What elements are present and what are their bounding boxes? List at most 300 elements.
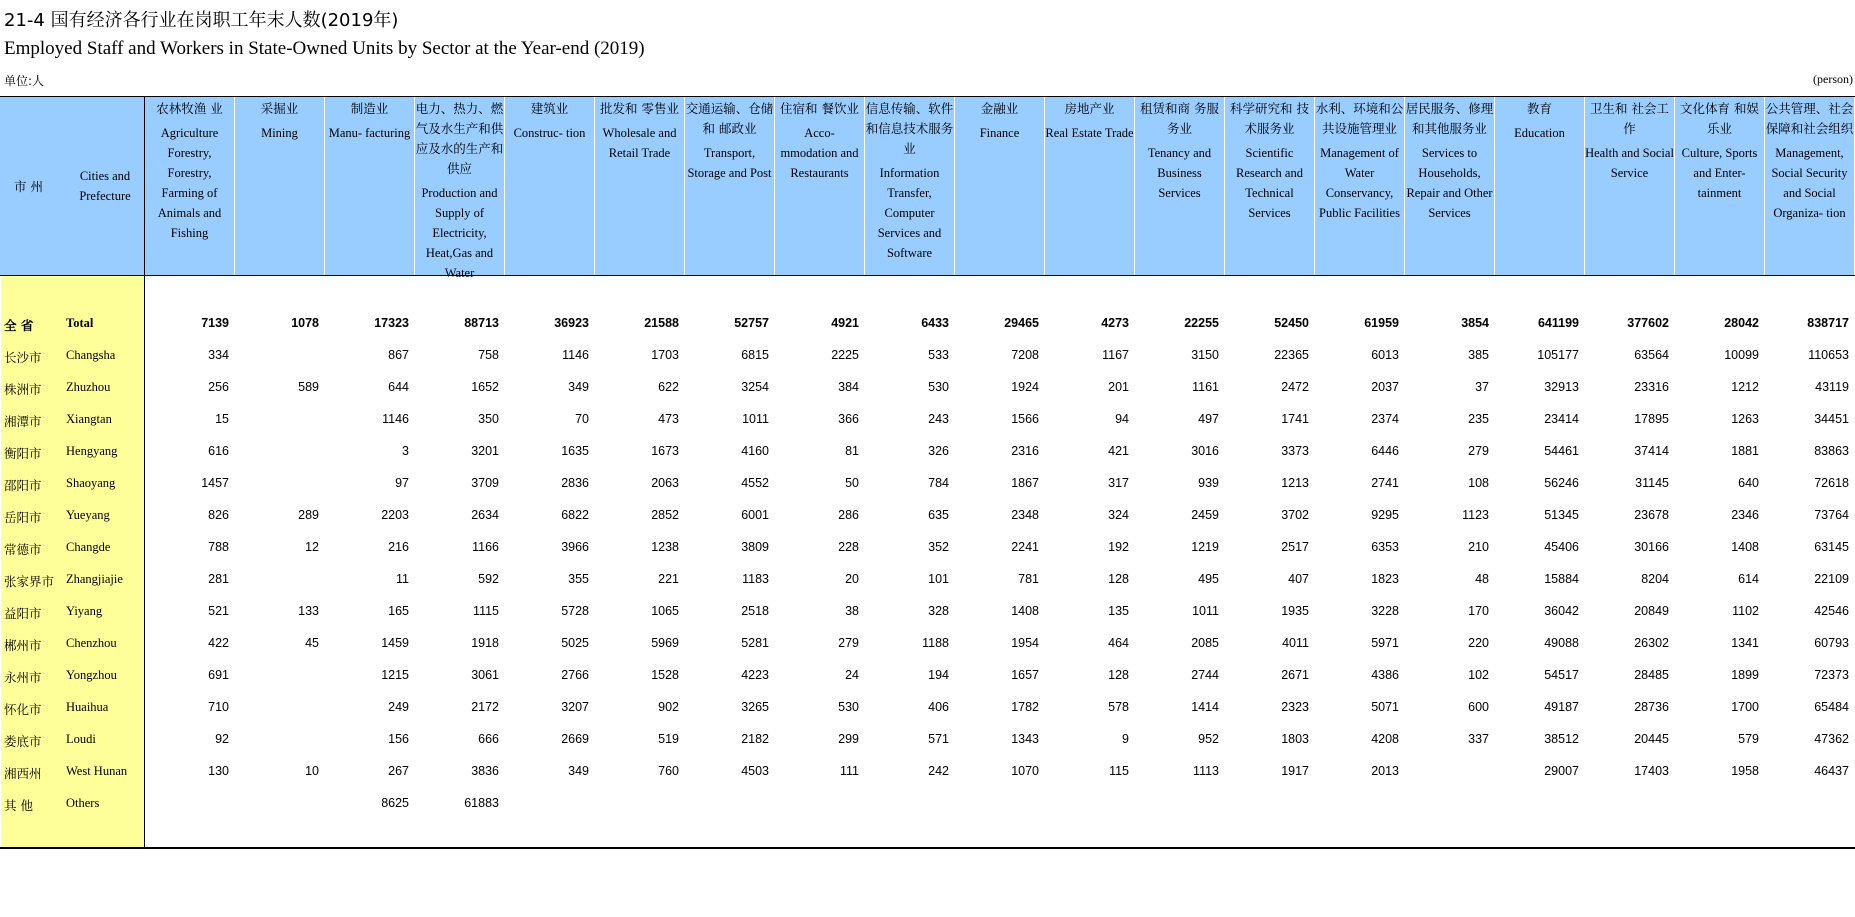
table-cell: 2225	[831, 348, 859, 362]
table-cell: 6815	[741, 348, 769, 362]
column-header	[1405, 97, 1495, 275]
table-cell: 10099	[1724, 348, 1759, 362]
column-header-english: Transport, Storage and Post	[687, 146, 772, 180]
table-cell: 600	[1468, 700, 1489, 714]
column-header-chinese: 公共管理、社会保障和社会组织	[1765, 101, 1854, 136]
table-cell: 108	[1468, 476, 1489, 490]
table-cell: 220	[1468, 636, 1489, 650]
table-cell: 56246	[1544, 476, 1579, 490]
table-cell: 3709	[471, 476, 499, 490]
table-cell: 1782	[1011, 700, 1039, 714]
table-cell: 2203	[381, 508, 409, 522]
table-cell: 1065	[651, 604, 679, 618]
row-label-english: West Hunan	[66, 764, 128, 778]
column-header-chinese: 水利、环境和公共设施管理业	[1315, 101, 1404, 136]
table-cell: 2517	[1281, 540, 1309, 554]
table-cell: 42546	[1814, 604, 1849, 618]
table-cell: 36923	[554, 316, 589, 330]
row-label-english: Hengyang	[66, 444, 118, 458]
table-cell: 279	[1468, 444, 1489, 458]
table-cell: 1459	[381, 636, 409, 650]
table-cell: 2518	[741, 604, 769, 618]
table-cell: 63145	[1814, 540, 1849, 554]
row-label-chinese: 衡阳市	[4, 446, 42, 461]
table-cell: 299	[838, 732, 859, 746]
column-header	[775, 97, 865, 275]
table-cell: 28042	[1724, 316, 1759, 330]
table-cell: 115	[1109, 764, 1129, 778]
column-header	[865, 97, 955, 275]
row-label-english: Changsha	[66, 348, 116, 362]
table-cell: 38512	[1544, 732, 1579, 746]
table-row	[0, 372, 1855, 404]
table-cell: 52450	[1274, 316, 1309, 330]
table-cell: 1011	[1192, 604, 1219, 618]
row-label-english: Yiyang	[66, 604, 103, 618]
table-cell: 242	[928, 764, 949, 778]
column-header-english: Management, Social Security and Social Organiza- tion	[1771, 146, 1848, 220]
table-cell: 1924	[1011, 380, 1039, 394]
table-cell: 110653	[1808, 348, 1849, 362]
table-cell: 20	[845, 572, 859, 586]
table-cell: 243	[928, 412, 949, 426]
row-label-english: Shaoyang	[66, 476, 116, 490]
table-cell: 377602	[1627, 316, 1669, 330]
table-cell: 1146	[382, 412, 409, 426]
table-cell: 3228	[1371, 604, 1399, 618]
table-cell: 249	[388, 700, 409, 714]
table-row	[0, 692, 1855, 724]
table-cell: 4503	[741, 764, 769, 778]
column-header-english: Management of Water Conservancy, Public Facilities	[1319, 146, 1400, 220]
table-cell: 1263	[1731, 412, 1759, 426]
table-cell: 192	[1108, 540, 1129, 554]
column-header-english: Acco- mmodation and Restaurants	[780, 126, 859, 180]
table-cell: 1700	[1731, 700, 1759, 714]
table-cell: 26302	[1634, 636, 1669, 650]
table-cell: 1652	[471, 380, 499, 394]
table-cell: 3966	[561, 540, 589, 554]
table-cell: 49088	[1544, 636, 1579, 650]
table-cell: 9295	[1371, 508, 1399, 522]
table-cell: 1213	[1281, 476, 1309, 490]
table-cell: 578	[1108, 700, 1129, 714]
table-cell: 1146	[562, 348, 589, 362]
table-cell: 4273	[1101, 316, 1129, 330]
table-cell: 135	[1108, 604, 1129, 618]
table-cell: 406	[928, 700, 949, 714]
row-label-chinese: 郴州市	[4, 638, 42, 653]
column-header-chinese: 居民服务、修理和其他服务业	[1405, 101, 1494, 136]
column-header	[1675, 97, 1765, 275]
column-header-chinese: 文化体育 和娱乐业	[1680, 101, 1759, 136]
table-row	[0, 660, 1855, 692]
table-cell: 72373	[1814, 668, 1849, 682]
row-label-english: Changde	[66, 540, 111, 554]
row-label-chinese: 株洲市	[4, 382, 42, 397]
table-cell: 592	[478, 572, 499, 586]
table-cell: 7139	[201, 316, 229, 330]
table-cell: 102	[1468, 668, 1489, 682]
table-cell: 334	[208, 348, 229, 362]
table-cell: 31145	[1635, 476, 1669, 490]
table-cell: 1219	[1191, 540, 1219, 554]
table-cell: 81	[845, 444, 859, 458]
column-header	[1315, 97, 1405, 275]
table-cell: 2852	[651, 508, 679, 522]
table-cell: 10	[305, 764, 319, 778]
table-cell: 73764	[1814, 508, 1849, 522]
table-cell: 105177	[1537, 348, 1579, 362]
table-cell: 1414	[1191, 700, 1219, 714]
table-cell: 1657	[1011, 668, 1039, 682]
table-cell: 83863	[1814, 444, 1849, 458]
table-cell: 1102	[1732, 604, 1759, 618]
table-row	[0, 308, 1855, 340]
row-label-chinese: 长沙市	[4, 350, 42, 365]
row-label-english: Chenzhou	[66, 636, 117, 650]
table-cell: 784	[928, 476, 949, 490]
table-cell: 281	[208, 572, 229, 586]
table-cell: 2741	[1371, 476, 1399, 490]
table-cell: 6013	[1371, 348, 1399, 362]
unit-label-english: (person)	[1813, 72, 1853, 86]
column-header	[415, 97, 505, 280]
table-cell: 4160	[741, 444, 769, 458]
table-cell: 47362	[1814, 732, 1849, 746]
table-cell: 4552	[741, 476, 769, 490]
table-cell: 2241	[1011, 540, 1039, 554]
row-label-chinese: 其 他	[4, 798, 33, 813]
table-cell: 349	[568, 764, 589, 778]
table-cell: 2348	[1011, 508, 1039, 522]
column-header	[955, 97, 1045, 275]
table-cell: 2374	[1371, 412, 1399, 426]
table-cell: 12	[305, 540, 319, 554]
table-cell: 133	[298, 604, 319, 618]
table-cell: 1918	[471, 636, 499, 650]
table-cell: 2037	[1371, 380, 1399, 394]
table-cell: 614	[1738, 572, 1759, 586]
table-row	[0, 404, 1855, 436]
column-header-chinese: 卫生和 社会工作	[1590, 101, 1669, 136]
table-cell: 36042	[1544, 604, 1579, 618]
table-cell: 4223	[741, 668, 769, 682]
table-cell: 201	[1108, 380, 1129, 394]
table-cell: 4921	[831, 316, 859, 330]
table-cell: 5969	[651, 636, 679, 650]
table-cell: 1566	[1011, 412, 1039, 426]
table-cell: 279	[838, 636, 859, 650]
table-cell: 51345	[1544, 508, 1579, 522]
column-header-english: Services to Households, Repair and Other Services	[1406, 146, 1493, 220]
table-cell: 61959	[1364, 316, 1399, 330]
table-cell: 838717	[1807, 316, 1849, 330]
table-cell: 60793	[1814, 636, 1849, 650]
table-cell: 3150	[1191, 348, 1219, 362]
table-cell: 289	[298, 508, 319, 522]
column-header	[145, 97, 235, 275]
column-header-english: Scientific Research and Technical Services	[1236, 146, 1303, 220]
table-cell: 3201	[471, 444, 499, 458]
table-row	[0, 340, 1855, 372]
column-header-chinese: 金融业	[980, 101, 1019, 116]
table-cell: 1899	[1731, 668, 1759, 682]
table-cell: 352	[928, 540, 949, 554]
table-cell: 826	[208, 508, 229, 522]
table-cell: 324	[1108, 508, 1129, 522]
row-label-english: Total	[66, 316, 94, 330]
table-cell: 616	[208, 444, 229, 458]
table-cell: 1341	[1731, 636, 1759, 650]
row-label-chinese: 张家界市	[4, 574, 55, 589]
table-cell: 111	[839, 764, 859, 778]
column-header	[1765, 97, 1855, 275]
table-row	[0, 628, 1855, 660]
table-cell: 644	[388, 380, 409, 394]
table-cell: 1115	[473, 604, 499, 618]
table-cell: 1078	[291, 316, 319, 330]
column-header-english: Agriculture Forestry, Forestry, Farming of Animals and Fishing	[157, 126, 222, 240]
table-cell: 1408	[1731, 540, 1759, 554]
row-label-chinese: 益阳市	[4, 606, 42, 621]
table-cell: 286	[838, 508, 859, 522]
table-cell: 2836	[561, 476, 589, 490]
table-cell: 1161	[1192, 380, 1219, 394]
table-cell: 385	[1468, 348, 1489, 362]
table-cell: 130	[208, 764, 229, 778]
row-label-chinese: 娄底市	[4, 734, 42, 749]
row-label-chinese: 邵阳市	[4, 478, 42, 493]
table-cell: 216	[388, 540, 409, 554]
table-cell: 2671	[1281, 668, 1309, 682]
table-cell: 20849	[1634, 604, 1669, 618]
table-cell: 17895	[1634, 412, 1669, 426]
table-cell: 1741	[1281, 412, 1309, 426]
column-header-english: Tenancy and Business Services	[1147, 146, 1212, 200]
table-cell: 3254	[741, 380, 769, 394]
table-cell: 1070	[1011, 764, 1039, 778]
column-header-english: Wholesale and Retail Trade	[602, 126, 677, 160]
table-cell: 1167	[1102, 348, 1129, 362]
table-cell: 156	[388, 732, 409, 746]
table-cell: 43119	[1815, 380, 1849, 394]
table-cell: 1954	[1011, 636, 1039, 650]
table-row	[0, 500, 1855, 532]
table-cell: 5025	[561, 636, 589, 650]
table-cell: 788	[208, 540, 229, 554]
table-cell: 54461	[1544, 444, 1579, 458]
table-cell: 128	[1108, 668, 1129, 682]
table-cell: 952	[1198, 732, 1219, 746]
table-cell: 666	[478, 732, 499, 746]
table-cell: 710	[208, 700, 229, 714]
column-header-english: Information Transfer, Computer Services and Software	[877, 166, 942, 260]
table-cell: 92	[215, 732, 229, 746]
column-header-chinese: 电力、热力、燃气及水生产和供应及水的生产和供应	[415, 101, 504, 176]
table-cell: 3061	[471, 668, 499, 682]
table-cell: 9	[1122, 732, 1129, 746]
table-cell: 2634	[471, 508, 499, 522]
table-cell: 17323	[374, 316, 409, 330]
table-row	[0, 468, 1855, 500]
table-cell: 3854	[1461, 316, 1489, 330]
column-header	[505, 97, 595, 275]
table-cell: 50	[845, 476, 859, 490]
row-label-chinese: 湘西州	[4, 766, 42, 781]
table-cell: 8625	[381, 796, 409, 810]
table-cell: 355	[568, 572, 589, 586]
row-label-chinese: 常德市	[4, 542, 42, 557]
table-cell: 2172	[471, 700, 499, 714]
column-header-chinese: 建筑业	[530, 101, 569, 116]
table-row	[0, 596, 1855, 628]
column-header-chinese: 信息传输、软件和信息技术服务业	[865, 101, 954, 156]
table-cell: 6822	[561, 508, 589, 522]
table-cell: 1673	[651, 444, 679, 458]
table-cell: 530	[838, 700, 859, 714]
table-cell: 61883	[464, 796, 499, 810]
table-cell: 3836	[471, 764, 499, 778]
table-cell: 49187	[1544, 700, 1579, 714]
table-cell: 1958	[1731, 764, 1759, 778]
table-cell: 267	[388, 764, 409, 778]
table-cell: 45	[305, 636, 319, 650]
table-cell: 20445	[1634, 732, 1669, 746]
column-header	[235, 97, 325, 275]
table-cell: 530	[928, 380, 949, 394]
row-label-chinese: 怀化市	[4, 702, 42, 717]
table-cell: 521	[208, 604, 229, 618]
table-cell: 1183	[742, 572, 769, 586]
table-cell: 30166	[1634, 540, 1669, 554]
table-cell: 317	[1108, 476, 1129, 490]
table-cell: 23678	[1634, 508, 1669, 522]
table-cell: 2182	[741, 732, 769, 746]
table-cell: 2459	[1191, 508, 1219, 522]
table-cell: 17403	[1634, 764, 1669, 778]
row-label-chinese: 岳阳市	[4, 510, 42, 525]
table-cell: 194	[928, 668, 949, 682]
table-cell: 6433	[921, 316, 949, 330]
table-cell: 5971	[1371, 636, 1399, 650]
table-cell: 326	[928, 444, 949, 458]
table-cell: 3265	[741, 700, 769, 714]
table-cell: 337	[1468, 732, 1489, 746]
column-header-chinese: 批发和 零售业	[600, 101, 679, 116]
column-header-english: Culture, Sports and Enter- tainment	[1681, 146, 1758, 200]
table-cell: 758	[478, 348, 499, 362]
table-cell: 1803	[1281, 732, 1309, 746]
table-cell: 571	[928, 732, 949, 746]
column-header	[325, 97, 415, 275]
table-cell: 4011	[1282, 636, 1309, 650]
table-cell: 349	[568, 380, 589, 394]
table-cell: 21588	[644, 316, 679, 330]
table-cell: 1188	[922, 636, 949, 650]
column-header	[595, 97, 685, 275]
table-cell: 37414	[1634, 444, 1669, 458]
table-cell: 622	[658, 380, 679, 394]
table-cell: 1408	[1011, 604, 1039, 618]
table-cell: 421	[1108, 444, 1129, 458]
table-cell: 94	[1115, 412, 1129, 426]
row-label-english: Xiangtan	[66, 412, 112, 426]
table-cell: 328	[928, 604, 949, 618]
table-cell: 15	[215, 412, 229, 426]
table-cell: 1935	[1281, 604, 1309, 618]
table-title-english: Employed Staff and Workers in State-Owned Units by Sector at the Year-end (2019)	[4, 38, 645, 59]
table-cell: 128	[1108, 572, 1129, 586]
table-cell: 1881	[1731, 444, 1759, 458]
table-cell: 2669	[561, 732, 589, 746]
column-header	[1045, 97, 1135, 275]
table-cell: 1703	[651, 348, 679, 362]
column-header-chinese: 科学研究和 技术服务业	[1230, 101, 1309, 136]
table-cell: 63564	[1634, 348, 1669, 362]
table-cell: 519	[658, 732, 679, 746]
table-cell: 781	[1018, 572, 1039, 586]
table-cell: 7208	[1011, 348, 1039, 362]
table-cell: 2063	[651, 476, 679, 490]
table-cell: 29007	[1544, 764, 1579, 778]
row-label-chinese: 全 省	[4, 318, 34, 333]
table-cell: 1215	[381, 668, 409, 682]
row-label-english: Yueyang	[66, 508, 110, 522]
column-header	[1225, 97, 1315, 275]
table-cell: 1823	[1371, 572, 1399, 586]
table-cell: 1528	[651, 668, 679, 682]
column-header	[1495, 97, 1585, 275]
table-cell: 350	[478, 412, 499, 426]
table-cell: 579	[1738, 732, 1759, 746]
table-cell: 1343	[1011, 732, 1039, 746]
table-cell: 235	[1468, 412, 1489, 426]
table-cell: 1113	[1193, 764, 1219, 778]
row-label-english: Zhangjiajie	[66, 572, 123, 586]
column-header-chinese: 交通运输、仓储和 邮政业	[685, 101, 774, 136]
stub-header-chinese: 市 州	[14, 179, 43, 194]
table-cell: 165	[388, 604, 409, 618]
table-cell: 867	[388, 348, 409, 362]
unit-label-chinese: 单位:人	[4, 74, 45, 88]
table-cell: 6446	[1371, 444, 1399, 458]
column-header-english: Mining	[261, 126, 298, 140]
table-cell: 3	[402, 444, 409, 458]
table-cell: 256	[208, 380, 229, 394]
table-cell: 101	[928, 572, 949, 586]
row-label-chinese: 湘潭市	[4, 414, 42, 429]
table-row	[0, 724, 1855, 756]
table-cell: 497	[1198, 412, 1219, 426]
column-header-chinese: 房地产业	[1064, 101, 1115, 116]
table-cell: 8204	[1641, 572, 1669, 586]
table-cell: 4386	[1371, 668, 1399, 682]
table-cell: 2323	[1281, 700, 1309, 714]
table-cell: 760	[658, 764, 679, 778]
table-cell: 5281	[741, 636, 769, 650]
row-label-english: Loudi	[66, 732, 96, 746]
table-cell: 1212	[1731, 380, 1759, 394]
column-header-chinese: 农林牧渔 业	[156, 101, 223, 116]
table-cell: 2766	[561, 668, 589, 682]
table-cell: 37	[1475, 380, 1489, 394]
row-label-english: Others	[66, 796, 100, 810]
table-cell: 4208	[1371, 732, 1399, 746]
table-cell: 5071	[1371, 700, 1399, 714]
table-cell: 65484	[1814, 700, 1849, 714]
table-cell: 495	[1198, 572, 1219, 586]
